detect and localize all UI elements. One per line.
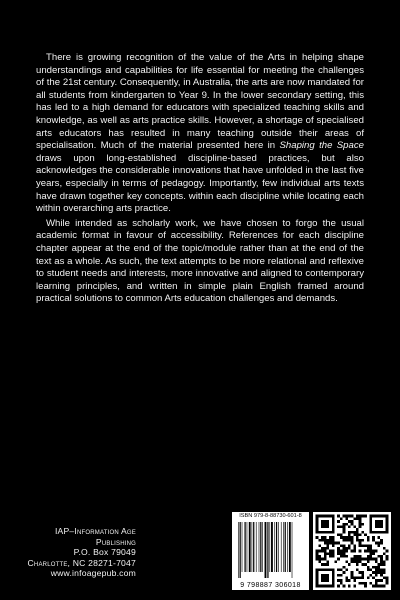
blurb-p1-text-a: There is growing recognition of the value of the Arts in helping shape understandings and capabilities for life essential for meeting the challenges of the 21st century. Consequently, in Australia, the arts are now mandated for all students from kindergarten to Year 9. In the lower secondary setting, this has led to a high demand for educators with specialized teaching skills and knowledge, as well as arts practice skills. However, a shortage of specialised arts educators has resulted in many teaching outside their areas of specialisation. Much of the material presented here in (36, 52, 364, 152)
blurb-p1-text-b: draws upon long-established discipline-based practices, but also acknowledges the considerable innovations that have unfolded in the last five years, especially in terms of pedagogy. Importantly, few individual arts texts have drawn together key concepts. within each discipline while locating each within overarching arts practice. (36, 152, 365, 215)
publisher-city: Charlotte, NC 28271-7047 (27, 557, 136, 568)
publisher-po-box: P.O. Box 79049 (73, 547, 136, 557)
publisher-website: www.infoagepub.com (50, 568, 136, 578)
book-title-ref: Shaping the Space (279, 140, 364, 152)
blurb-paragraph-2: While intended as scholarly work, we have chosen to forgo the usual academic format in favour of accessibility. References for each discipline chapter appear at the end of the topic/module rather than at the end of the text as a whole. As such, the text attempts to be more relational and reflexive to student needs and interests, more innovative and aligned to contemporary learning principles, and written in simple plain English framed around practical solutions to common Arts education challenges and demands. (36, 217, 364, 305)
isbn-barcode (232, 512, 309, 590)
qr-code-icon (313, 512, 391, 590)
isbn-label: ISBN 979-8-88730-601-8 (239, 513, 302, 519)
blurb-paragraph-1 (36, 52, 364, 216)
publisher-info (26, 526, 136, 579)
publisher-name: IAP–Information Age Publishing (54, 526, 136, 547)
barcode-bars (237, 522, 304, 578)
back-cover-blurb (36, 52, 364, 306)
barcode-digits: 9 798887 306018 (240, 582, 301, 589)
